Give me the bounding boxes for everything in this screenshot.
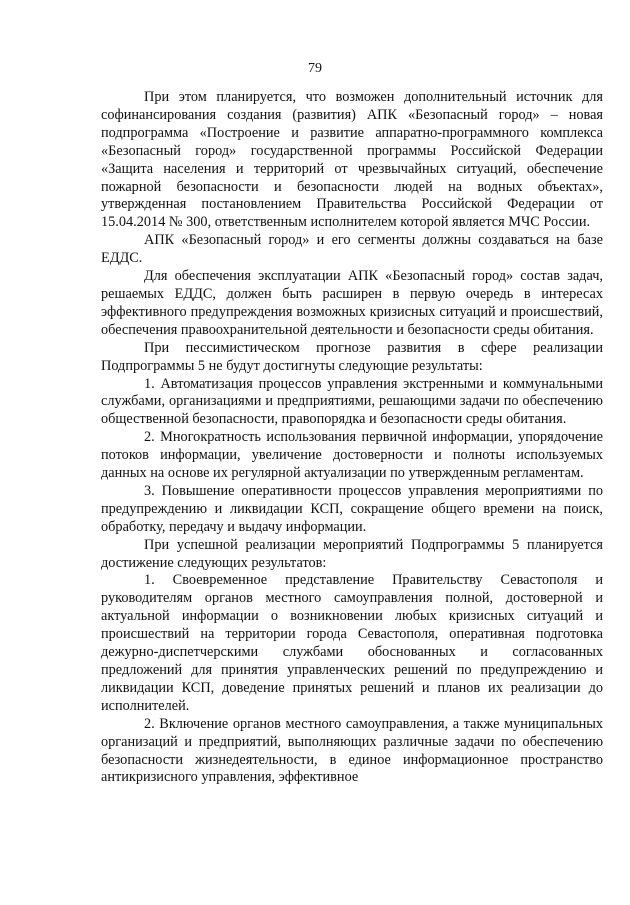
paragraph-pessimistic-forecast: При пессимистическом прогнозе развития в сфере реализации Подпрограммы 5 не будут достигнуты следующие результаты:: [101, 339, 603, 374]
paragraph-edds-tasks: Для обеспечения эксплуатации АПК «Безопасный город» состав задач, решаемых ЕДДС, должен быть расширен в первую очередь в интересах эффективного предупреждения возможных кризисных ситуаций и происшествий, обеспечения правоохранительной деятельности и безопасности среды обитания.: [101, 268, 603, 338]
document-body: [101, 89, 603, 787]
paragraph-edds-base: АПК «Безопасный город» и его сегменты должны создаваться на базе ЕДДС.: [101, 232, 603, 267]
list-item-information-reuse: 2. Многократность использования первичной информации, упорядочение потоков информации, увеличение достоверности и полноты используемых данных на основе их регулярной актуализации по утвержденным регламентам.: [101, 429, 603, 482]
paragraph-funding-source: При этом планируется, что возможен дополнительный источник для софинансирования создания (развития) АПК «Безопасный город» – новая подпрограмма «Построение и развитие аппаратно-программного комплекса «Безопасный город» государственной программы Российской Федерации «Защита населения и территорий от чрезвычайных ситуаций, обеспечение пожарной безопасности и безопасности людей на водных объектах», утвержденная постановлением Правительства Российской Федерации от 15.04.2014 № 300, ответственным исполнителем которой является МЧС России.: [101, 89, 603, 231]
list-item-inclusion: 2. Включение органов местного самоуправления, а также муниципальных организаций и предприятий, выполняющих различные задачи по обеспечению безопасности жизнедеятельности, в единое информационное пространство антикризисного управления, эффективное: [101, 715, 603, 786]
list-item-automation: 1. Автоматизация процессов управления экстренными и коммунальными службами, организациями и предприятиями, решающими задачи по обеспечению общественной безопасности, правопорядка и безопасности среды обитания.: [101, 375, 603, 428]
list-item-efficiency: 3. Повышение оперативности процессов управления мероприятиями по предупреждению и ликвидации КСП, сокращение общего времени на поиск, обработку, передачу и выдачу информации.: [101, 482, 603, 535]
page-number: 79: [308, 61, 322, 76]
list-item-timely-information: 1. Своевременное представление Правительству Севастополя и руководителям органов местного самоуправления полной, достоверной и актуальной информации о возникновении любых кризисных ситуаций и происшествий на территории города Севастополя, оперативная подготовка дежурно-диспетчерскими службами обоснованных и согласованных предложений для принятия управленческих решений по предупреждению и ликвидации КСП, доведение принятых решений и планов их реализации до исполнителей.: [101, 572, 603, 714]
paragraph-successful-implementation: При успешной реализации мероприятий Подпрограммы 5 планируется достижение следующих результатов:: [101, 536, 603, 571]
